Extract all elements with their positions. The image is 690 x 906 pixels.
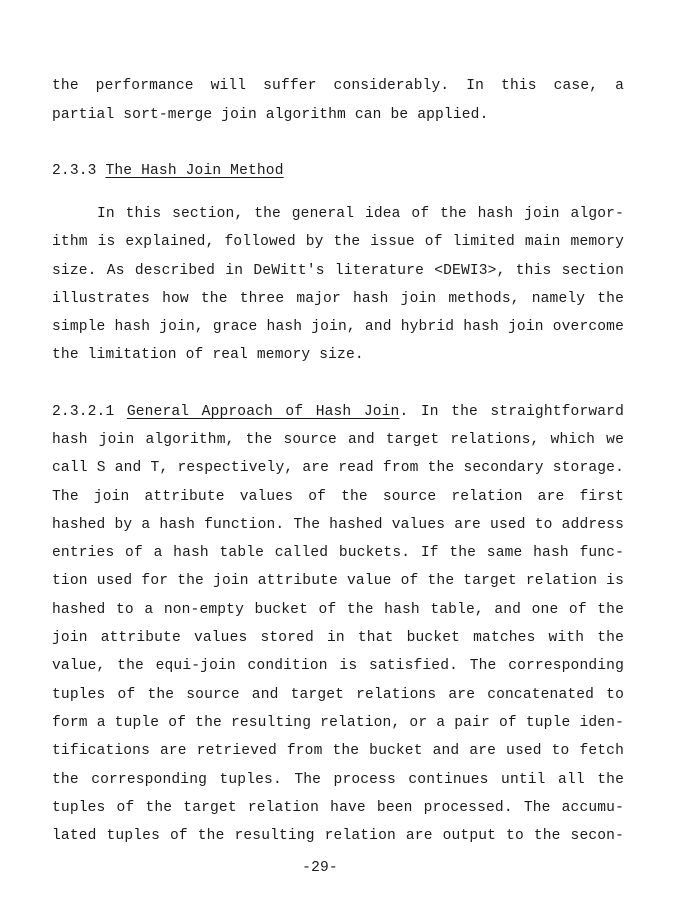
- text-line: The join attribute values of the source relation are first: [52, 489, 624, 505]
- subsection-first-line-text: In the straightforward: [420, 404, 624, 420]
- text-line: the limitation of real memory size.: [52, 347, 364, 363]
- text-line: tuples of the target relation have been processed. The accumu-: [52, 800, 624, 816]
- text-line: the corresponding tuples. The process continues until all the: [52, 772, 624, 788]
- text-line: tifications are retrieved from the bucket and are used to fetch: [52, 743, 624, 759]
- text-line: hashed by a hash function. The hashed values are used to address: [52, 517, 624, 533]
- section-title: The Hash Join Method: [105, 163, 284, 179]
- subsection-title: General Approach of Hash Join: [126, 404, 400, 420]
- text-line: value, the equi-join condition is satisfied. The corresponding: [52, 658, 624, 674]
- subsection-heading-line: [52, 403, 624, 421]
- subsection-number: 2.3.2.1: [52, 404, 115, 420]
- text-line: In this section, the general idea of the hash join algor-: [97, 206, 624, 222]
- section-number: 2.3.3: [52, 163, 97, 179]
- text-line: lated tuples of the resulting relation are output to the secon-: [52, 828, 624, 844]
- text-line: illustrates how the three major hash join methods, namely the: [52, 291, 624, 307]
- text-line: call S and T, respectively, are read from the secondary storage.: [52, 460, 624, 476]
- text-line: the performance will suffer considerably. In this case, a: [52, 78, 624, 94]
- text-line: tuples of the source and target relations are concatenated to: [52, 687, 624, 703]
- text-line: hashed to a non-empty bucket of the hash table, and one of the: [52, 602, 624, 618]
- section-heading: [52, 162, 284, 180]
- subsection-title-suffix: .: [399, 404, 409, 420]
- text-line: join attribute values stored in that bucket matches with the: [52, 630, 624, 646]
- text-line: ithm is explained, followed by the issue of limited main memory: [52, 234, 624, 250]
- text-line: size. As described in DeWitt's literature <DEWI3>, this section: [52, 263, 624, 279]
- page-number: -29-: [302, 860, 338, 876]
- text-line: entries of a hash table called buckets. If the same hash func-: [52, 545, 624, 561]
- text-line: simple hash join, grace hash join, and hybrid hash join overcome: [52, 319, 624, 335]
- text-line: tion used for the join attribute value of the target relation is: [52, 573, 624, 589]
- text-line: partial sort-merge join algorithm can be applied.: [52, 107, 489, 123]
- text-line: hash join algorithm, the source and target relations, which we: [52, 432, 624, 448]
- text-line: form a tuple of the resulting relation, or a pair of tuple iden-: [52, 715, 624, 731]
